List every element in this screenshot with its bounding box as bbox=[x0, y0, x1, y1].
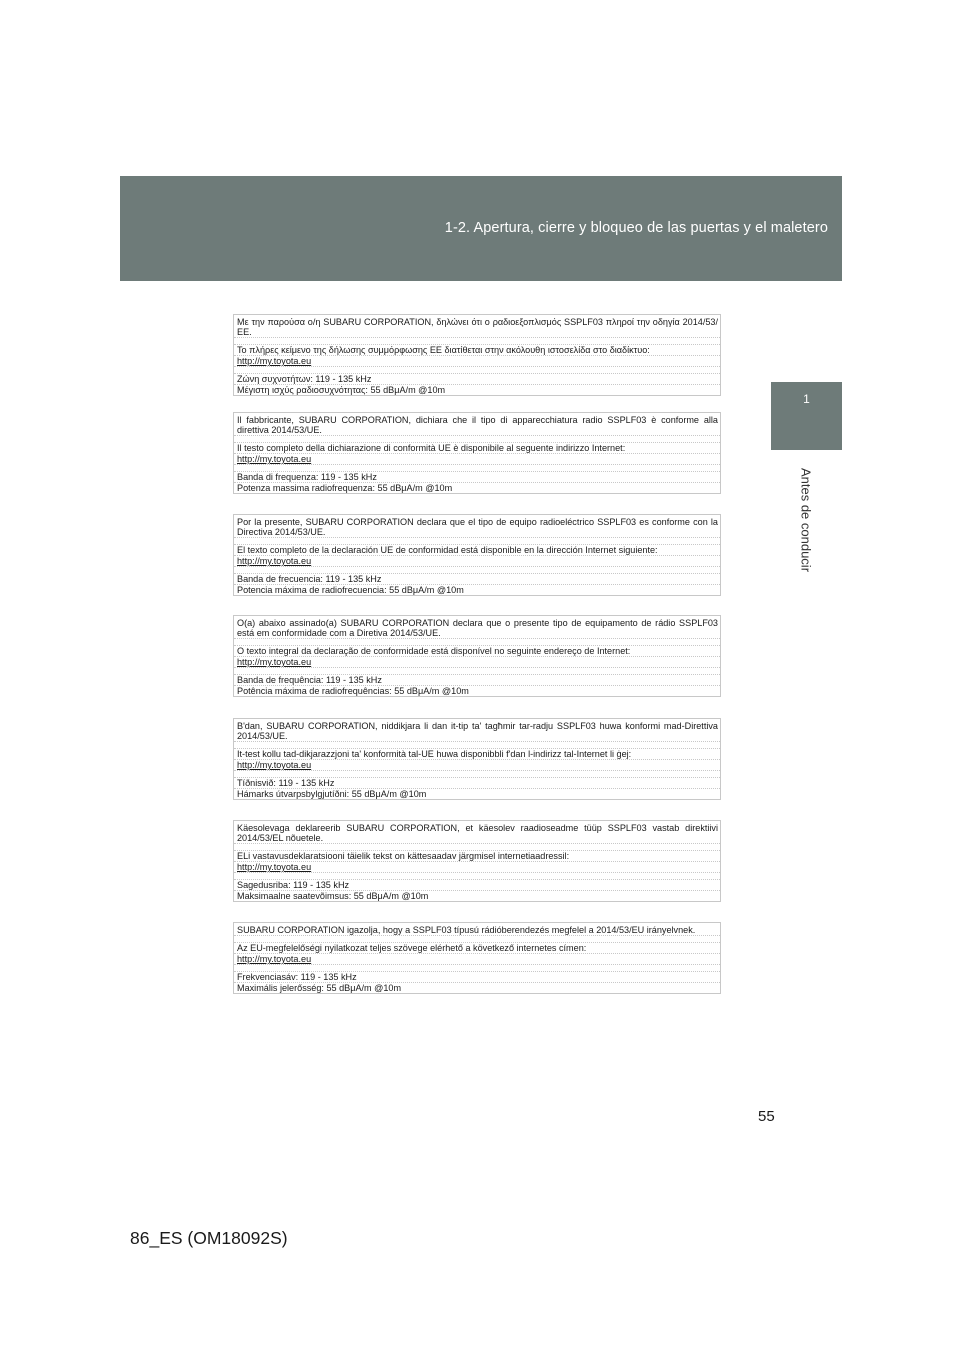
declaration-statement: O(a) abaixo assinado(a) SUBARU CORPORATION declara que o presente tipo de equipamento de rádio SSPLF03 está em conformidade com a Diretiva 2014/53/UE. bbox=[234, 616, 720, 639]
declaration-url-row bbox=[234, 954, 720, 965]
declaration-url-row bbox=[234, 356, 720, 367]
declaration-statement: Il fabbricante, SUBARU CORPORATION, dichiara che il tipo di apparecchiatura radio SSPLF03 è conforme alla direttiva 2014/53/UE. bbox=[234, 413, 720, 436]
declaration-statement: Käesolevaga deklareerib SUBARU CORPORATION, et käesolev raadioseadme tüüp SSPLF03 vastab direktiivi 2014/53/EL nõuetele. bbox=[234, 821, 720, 844]
declaration-url-link[interactable]: http://my.toyota.eu bbox=[237, 454, 312, 464]
declaration-spacer bbox=[234, 538, 720, 545]
declaration-spacer bbox=[234, 668, 720, 675]
declaration-url-link[interactable]: http://my.toyota.eu bbox=[237, 556, 312, 566]
frequency-band: Ζώνη συχνοτήτων: 119 - 135 kHz bbox=[234, 374, 720, 385]
max-power: Μέγιστη ισχύς ραδιοσυχνότητας: 55 dBμA/m @10m bbox=[237, 385, 446, 395]
frequency-band: Banda de frecuencia: 119 - 135 kHz bbox=[234, 574, 720, 585]
declaration-block bbox=[233, 314, 721, 396]
declaration-spacer bbox=[234, 367, 720, 374]
declaration-url-row bbox=[234, 657, 720, 668]
declaration-spacer bbox=[234, 936, 720, 943]
declaration-url-link[interactable]: http://my.toyota.eu bbox=[237, 356, 312, 366]
declaration-url-link[interactable]: http://my.toyota.eu bbox=[237, 954, 312, 964]
declaration-block bbox=[233, 922, 721, 994]
declaration-url-row bbox=[234, 862, 720, 873]
document-code: 86_ES (OM18092S) bbox=[130, 1228, 288, 1248]
declaration-url-link[interactable]: http://my.toyota.eu bbox=[237, 862, 312, 872]
declaration-statement: SUBARU CORPORATION igazolja, hogy a SSPLF03 típusú rádióberendezés megfelel a 2014/53/EU irányelvnek. bbox=[234, 923, 720, 936]
max-power: Potenza massima radiofrequenza: 55 dBμA/m @10m bbox=[237, 483, 453, 493]
chapter-label: Antes de conducir bbox=[798, 467, 814, 573]
declaration-url-row bbox=[234, 760, 720, 771]
declaration-availability: Az EU-megfelelőségi nyilatkozat teljes szövege elérhető a következő internetes címen: bbox=[234, 943, 720, 954]
max-power: Potencia máxima de radiofrecuencia: 55 dBμA/m @10m bbox=[237, 585, 464, 595]
max-power: Maksimaalne saatevõimsus: 55 dBμA/m @10m bbox=[237, 891, 429, 901]
declaration-url-row bbox=[234, 556, 720, 567]
declaration-url-link[interactable]: http://my.toyota.eu bbox=[237, 760, 312, 770]
declaration-availability: Το πλήρες κείμενο της δήλωσης συμμόρφωσης ΕΕ διατίθεται στην ακόλουθη ιστοσελίδα στο διαδίκτυο: bbox=[234, 345, 720, 356]
frequency-band: Banda de frequência: 119 - 135 kHz bbox=[234, 675, 720, 686]
declaration-block bbox=[233, 615, 721, 697]
declaration-url-row bbox=[234, 454, 720, 465]
max-power: Hámarks útvarpsbylgjutíðni: 55 dBμA/m @10m bbox=[237, 789, 427, 799]
declaration-block bbox=[233, 820, 721, 902]
declaration-availability: ELi vastavusdeklaratsiooni täielik tekst on kättesaadav järgmisel internetiaadressil: bbox=[234, 851, 720, 862]
declaration-block bbox=[233, 514, 721, 596]
declaration-block bbox=[233, 718, 721, 800]
section-header-band bbox=[120, 176, 842, 281]
chapter-tab bbox=[771, 382, 842, 450]
declaration-statement: B'dan, SUBARU CORPORATION, niddikjara li dan it-tip ta' tagħmir tar-radju SSPLF03 huwa konformi mad-Direttiva 2014/53/UE. bbox=[234, 719, 720, 742]
frequency-band: Banda di frequenza: 119 - 135 kHz bbox=[234, 472, 720, 483]
frequency-band: Tíðnisvið: 119 - 135 kHz bbox=[234, 778, 720, 789]
chapter-number: 1 bbox=[803, 392, 810, 406]
declaration-spacer bbox=[234, 436, 720, 443]
declaration-statement: Por la presente, SUBARU CORPORATION declara que el tipo de equipo radioeléctrico SSPLF03 es conforme con la Directiva 2014/53/UE. bbox=[234, 515, 720, 538]
declaration-spacer bbox=[234, 338, 720, 345]
declaration-spacer bbox=[234, 742, 720, 749]
page-number: 55 bbox=[758, 1108, 775, 1125]
declaration-spacer bbox=[234, 965, 720, 972]
frequency-band: Frekvenciasáv: 119 - 135 kHz bbox=[234, 972, 720, 983]
declaration-block bbox=[233, 412, 721, 494]
section-title: 1-2. Apertura, cierre y bloqueo de las puertas y el maletero bbox=[444, 220, 828, 236]
declaration-spacer bbox=[234, 465, 720, 472]
max-power: Potência máxima de radiofrequências: 55 dBμA/m @10m bbox=[237, 686, 469, 696]
declaration-availability: It-test kollu tad-dikjarazzjoni ta' konformità tal-UE huwa disponibbli f'dan l-indirizz tal-Internet li ġej: bbox=[234, 749, 720, 760]
declaration-spacer bbox=[234, 639, 720, 646]
frequency-band: Sagedusriba: 119 - 135 kHz bbox=[234, 880, 720, 891]
declaration-spacer bbox=[234, 567, 720, 574]
declaration-spacer bbox=[234, 873, 720, 880]
declaration-spacer bbox=[234, 771, 720, 778]
declaration-availability: O texto integral da declaração de conformidade está disponível no seguinte endereço de Internet: bbox=[234, 646, 720, 657]
declaration-url-link[interactable]: http://my.toyota.eu bbox=[237, 657, 312, 667]
declaration-spacer bbox=[234, 844, 720, 851]
declaration-availability: Il testo completo della dichiarazione di conformità UE è disponibile al seguente indirizzo Internet: bbox=[234, 443, 720, 454]
declaration-statement: Με την παρούσα ο/η SUBARU CORPORATION, δηλώνει ότι ο ραδιοεξοπλισμός SSPLF03 πληροί την οδηγία 2014/53/ΕΕ. bbox=[234, 315, 720, 338]
declaration-availability: El texto completo de la declaración UE de conformidad está disponible en la dirección Internet siguiente: bbox=[234, 545, 720, 556]
max-power: Maximális jelerősség: 55 dBμA/m @10m bbox=[237, 983, 402, 993]
